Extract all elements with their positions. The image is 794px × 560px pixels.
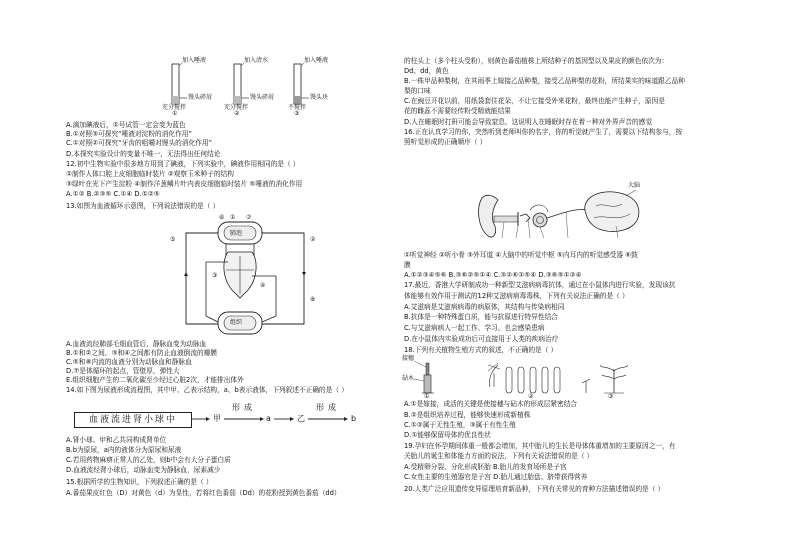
stock-label: 砧木 [402,375,415,382]
circ-label-3: ③ [212,272,218,279]
q18-option-c: C.①②属于无性生殖，③属于有性生殖 [404,421,516,429]
brain [585,192,639,232]
q18-option-a: A.①是嫁接，成活的关键是使接穗与砧木的形成层紧密结合 [404,400,578,408]
q15-option-a-line1: A.番茄果皮红色（D）对黄色（d）为显性，若将红色番茄（Dd）的花粉授到黄色番茄（dd） [66,489,341,497]
plant-label-1: ① [424,393,430,400]
circ-label-7: ⑦ [246,214,252,221]
q15-cont-3: B.一株甲品种梨树，在其雨季上嫁接乙品种梨，接受乙品种梨的花粉，所结果实的味道跟乙品种 [404,77,685,85]
q17-option-a: A.艾滋病是艾滋病病毒的病原体，其结构与传染病相同 [404,303,565,311]
tube-3-label: 加入唾液 [304,57,329,64]
circ-label-5: ⑤ [170,236,176,243]
tube-2-state: 充分搅拌 [224,104,249,111]
q12-items-2: ③绿叶在光下产生淀粉 ④制作洋葱鳞片叶内表皮细胞临时装片 ⑤唾液的消化作用 [66,180,303,188]
q15-cont-5: C.在豌豆开花以前，用纸袋套住花朵，不让它接受外来花粉，最终也能产生种子，原因是 [404,97,665,105]
circ-label-1: ① [230,214,236,221]
q20-stem: 20.人类广泛应用遗传变异原理培育新品种，下列有关常见的育种方法描述错误的是（ ） [404,485,665,493]
q19-option-ab: A.受精卵分裂、分化形成胚胎 B.胎儿的发育场所是子宫 [404,463,567,471]
ear-brain-svg [476,188,646,244]
q14-option-a: A.肾小球、甲和乙共同构成肾单位 [66,436,167,444]
urine-flow-figure [74,400,374,430]
q17-stem-2: 体能够有效作用于测试的12种艾滋病病毒毒株，下列有关说法正确的是（ ） [404,292,629,300]
q15-cont-2: Dd、dd，黄色 [404,67,449,75]
q13-stem: 13.如图为血液循环示意图，下列说法错误的是（ ） [66,202,220,210]
q16-stem-2: 照听觉形成的正确顺序（ ） [404,138,487,146]
circ-label-lung: 肺泡 [230,230,243,237]
tube-2-number: ② [234,110,240,117]
flow-yi: 乙 [297,414,305,423]
q13-option-c: C.⑤和⑧内流的血液分别为动脉血和静脉血 [66,358,192,366]
stock [424,375,431,393]
q18-option-d: D.①能够保留母体的优良性状 [404,431,491,439]
q11-option-c: C.①对照②可探究“牙齿的咀嚼对馒头的消化作用” [66,139,213,147]
q15-cont-4: 梨的口味 [404,87,431,95]
q17-stem-1: 17.最近，香港大学研制成功一种新型艾滋病病毒抗体，通过在小鼠体内进行实验，发现该抗 [404,281,676,289]
q17-option-d: D.在小鼠体内实验成功后可直接用于人类的疾病治疗 [404,335,559,343]
q19-option-cd: C.女性主要的生殖器官是子宫 D.胎儿通过胎盘、脐带获得营养 [404,473,588,481]
q15-cont-7: D.人在睡眠时打鼾可能会导致窒息，这说明人在睡眠时存在着一种对外界声音的感觉 [404,118,653,126]
q16-stem-1: 16.正在认真学习的你，突然听到老师叫你的名字，你的听觉就产生了，需要以下结构参与，按 [404,128,683,136]
tube-2-content-label: 馒头碎屑 [250,94,275,101]
tube-1-label: 加入唾液 [182,57,207,64]
q19-stem-1: 19.孕妇在怀孕期间体重一般都会增加，其中胎儿的生长是母体体重增加的主要原因之一，有 [404,442,676,450]
q15-cont-6: 花的雌蕊不需要经传粉受精就能结果 [404,107,511,115]
ear-brain-figure [476,182,646,244]
tube-3-number: ③ [294,110,300,117]
flow-arrow2-label: 形成 [316,403,340,412]
scion [426,363,429,375]
ear-canal [494,216,518,222]
q14-option-b: B.b为原尿，a内的液体分为原尿和尿液 [66,446,182,454]
q12-items-1: ①制作人体口腔上皮细胞临时装片 ②观察玉米种子的结构 [66,170,234,178]
q14-option-d: D.血液流经肾小球后，动脉血变为静脉血，尿素减少 [66,466,221,474]
plant-label-3: ③ [608,393,614,400]
q13-option-d: D.⑦是体循环的起点，管壁厚，弹性大 [66,367,180,375]
q12-stem: 12.初中生物实验中很多地方用到了碘液，下列实验中，碘液作用相同的是（ ） [66,160,300,168]
q15-cont-1: 的柱头上（多个柱头受粉），则黄色番茄植株上所结种子的基因型以及果皮的颜色依次为： [404,57,669,65]
q18-stem: 18.下列有关植物生殖方式的叙述，不正确的是（ ） [404,346,558,354]
q14-option-c: C.若用药物麻痹正常人的乙处，则b中会有大分子蛋白质 [66,456,231,464]
circ-label-8: ⑧ [310,296,316,303]
flow-a: a [266,414,271,423]
q19-stem-2: 关胎儿的诞生和体能力方面的说法，下列有关说法错误的是（ ） [404,452,594,460]
flow-start-box: 血液流进肾小球中 [74,412,192,428]
q12-choices: A.①② B.②③⑤ C.①④ D.①②⑤ [66,190,160,198]
circ-label-2: ② [310,236,316,243]
q15-stem: 15.根据所学的生物知识，下列叙述正确的是（ ） [66,478,213,486]
q11-option-a: A.滴加碘液后，①号试管一定会变为蓝色 [66,121,186,129]
test-tube-figure [152,57,342,117]
tube-3-content-label: 馒头块 [310,94,329,101]
cochlea [533,213,547,227]
tube-2-label: 加入清水 [244,57,269,64]
q11-option-d: D.本探究实验设计的变量不唯一，无法得出任何结论 [66,150,221,158]
tube-1-number: ① [172,110,178,117]
scion-label: 接穗 [402,355,415,362]
tube-1-content [172,96,179,104]
q13-option-b: B.①和②之间，③和④之间都有防止血液倒流的瓣膜 [66,349,218,357]
circ-label-tissue: 组织 [230,319,243,326]
tube-2-content [234,96,241,104]
plant-label-2: ② [528,393,534,400]
flow-arrow1-label: 形成 [232,403,256,412]
q14-stem: 14.如下图为尿液形成流程图，其中甲、乙表示结构，a、b表示液体，下列叙述不正确的是（ ） [66,386,348,394]
tube-3-content [294,96,301,104]
q13-option-a: A.血液流经肺部毛细血管后，静脉血变为动脉血 [66,340,207,348]
q18-option-b: B.②是组织培养过程，能够快速形成新植株 [404,411,531,419]
flow-b: b [351,414,357,423]
circulation-figure [166,212,326,336]
q16-items-2: 膜 [404,261,411,269]
circ-label-4: ④ [260,282,266,289]
tube-3-state: 不搅拌 [288,104,307,111]
q13-option-e: E.组织细胞产生的二氧化碳至少经过心脏2次，才能排出体外 [66,376,244,384]
brain-label: 大脑 [628,182,641,189]
q11-option-b: B.①对照③可探究“唾液对淀粉的消化作用” [66,130,192,138]
q16-choices: A.①②③④⑤⑥ B.③⑥②⑤①④ C.③②⑥①⑤④ D.③⑥⑤①②④ [404,271,582,279]
q17-option-b: B.抗体是一种特殊蛋白质，能与抗原进行特异性结合 [404,313,558,321]
tube-1-content-label: 馒头碎屑 [188,94,213,101]
flow-jia: 甲 [213,414,221,423]
circ-label-6: ⑥ [219,214,225,221]
q16-items-1: ①听觉神经 ②听小骨 ③外耳道 ④大脑中的听觉中枢 ⑤内耳内的听觉感受器 ⑥鼓 [404,251,638,259]
circulation-svg [166,212,326,336]
tube-1-state: 充分搅拌 [162,104,187,111]
plant-reproduction-figure [404,355,644,399]
q17-option-c: C.与艾滋病病人一起工作、学习、也会感染患病 [404,324,545,332]
